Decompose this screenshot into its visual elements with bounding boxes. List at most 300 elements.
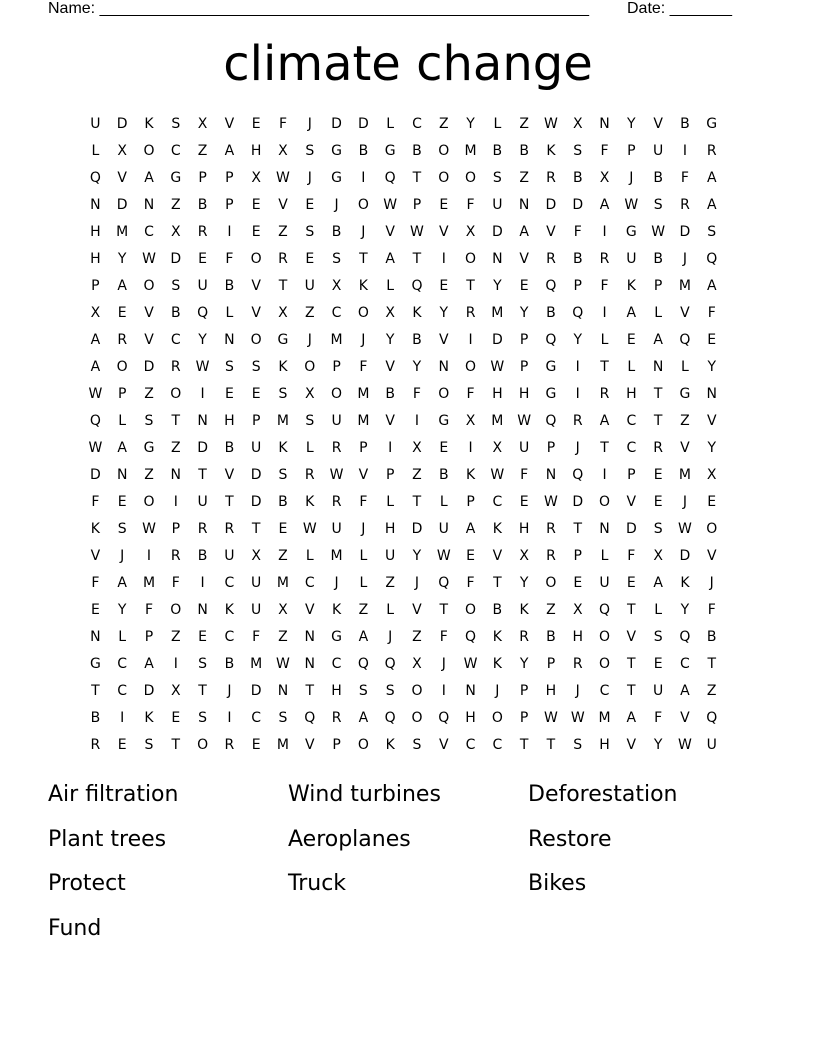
grid-letter: E: [251, 737, 261, 753]
grid-letter: B: [572, 251, 583, 267]
grid-letter: P: [332, 737, 341, 753]
grid-letter: N: [116, 467, 128, 483]
grid-letter: J: [361, 332, 366, 348]
word-bank-row: [48, 912, 768, 957]
grid-row: [82, 573, 725, 600]
grid-letter: X: [278, 143, 288, 159]
grid-letter: H: [492, 386, 503, 402]
grid-letter: X: [465, 413, 476, 429]
grid-letter: M: [142, 575, 156, 591]
grid-letter: W: [463, 656, 478, 672]
grid-letter: P: [519, 683, 529, 699]
word-bank-item: Deforestation: [528, 782, 678, 807]
grid-letter: X: [90, 305, 101, 321]
grid-letter: P: [359, 440, 368, 456]
grid-letter: E: [707, 332, 717, 348]
grid-letter: G: [331, 143, 342, 159]
grid-letter: B: [546, 629, 556, 645]
grid-letter: Q: [679, 332, 691, 348]
grid-letter: P: [91, 278, 100, 294]
grid-letter: D: [143, 359, 155, 375]
grid-letter: N: [304, 629, 316, 645]
grid-letter: X: [412, 656, 422, 672]
grid-row: [82, 654, 725, 681]
grid-letter: E: [653, 494, 663, 510]
grid-letter: F: [91, 494, 100, 510]
grid-letter: Z: [170, 440, 181, 456]
grid-letter: D: [572, 494, 584, 510]
grid-letter: N: [143, 197, 155, 213]
grid-letter: M: [464, 143, 477, 159]
grid-letter: G: [625, 224, 637, 240]
grid-letter: C: [626, 413, 637, 429]
grid-letter: E: [519, 494, 529, 510]
grid-letter: S: [385, 683, 395, 699]
grid-letter: N: [277, 683, 289, 699]
grid-letter: Y: [466, 116, 475, 132]
grid-letter: A: [224, 143, 235, 159]
grid-letter: P: [117, 386, 127, 402]
grid-letter: T: [627, 656, 636, 672]
grid-letter: Y: [707, 440, 716, 456]
grid-letter: C: [117, 683, 128, 699]
grid-letter: E: [466, 548, 475, 564]
grid-letter: F: [600, 143, 609, 159]
grid-letter: F: [359, 359, 368, 375]
grid-letter: P: [573, 278, 582, 294]
grid-letter: C: [144, 224, 154, 240]
grid-letter: H: [331, 683, 342, 699]
grid-letter: M: [678, 467, 691, 483]
grid-letter: G: [277, 332, 289, 348]
grid-letter: Y: [519, 575, 529, 591]
grid-letter: E: [707, 494, 717, 510]
grid-letter: V: [90, 548, 101, 564]
grid-letter: X: [170, 224, 181, 240]
grid-row: [82, 438, 725, 465]
grid-letter: R: [546, 170, 556, 186]
grid-letter: D: [250, 494, 262, 510]
grid-letter: I: [388, 440, 393, 456]
grid-letter: S: [492, 170, 502, 186]
grid-letter: K: [412, 305, 422, 321]
grid-letter: C: [170, 143, 181, 159]
grid-letter: W: [142, 251, 156, 267]
grid-letter: Q: [572, 467, 584, 483]
grid-letter: Z: [170, 629, 181, 645]
grid-letter: K: [305, 494, 315, 510]
grid-letter: L: [118, 629, 127, 645]
grid-letter: R: [680, 197, 690, 213]
grid-letter: C: [224, 575, 235, 591]
grid-letter: O: [411, 710, 423, 726]
grid-letter: W: [88, 440, 103, 456]
grid-letter: R: [572, 413, 583, 429]
grid-letter: R: [117, 332, 128, 348]
grid-letter: J: [441, 656, 446, 672]
grid-letter: R: [197, 224, 208, 240]
grid-letter: R: [331, 494, 342, 510]
grid-letter: J: [334, 575, 339, 591]
grid-letter: V: [706, 413, 717, 429]
grid-letter: R: [331, 440, 342, 456]
grid-letter: R: [465, 305, 476, 321]
grid-letter: R: [278, 251, 288, 267]
grid-letter: P: [627, 467, 636, 483]
grid-letter: Z: [144, 467, 154, 483]
grid-letter: B: [412, 143, 422, 159]
grid-letter: R: [546, 251, 556, 267]
grid-letter: P: [466, 494, 475, 510]
grid-letter: M: [276, 737, 290, 753]
grid-letter: R: [170, 548, 181, 564]
grid-letter: D: [116, 116, 128, 132]
word-bank-item: Restore: [528, 826, 612, 852]
grid-letter: I: [682, 143, 687, 159]
grid-letter: A: [599, 413, 610, 429]
grid-letter: U: [385, 548, 396, 564]
grid-letter: J: [682, 494, 687, 510]
grid-letter: A: [599, 197, 610, 213]
grid-letter: R: [224, 521, 235, 537]
grid-letter: E: [251, 197, 261, 213]
name-field-label: Name: _______________________________________________________: [48, 0, 589, 17]
grid-letter: Y: [680, 602, 690, 618]
grid-letter: K: [144, 710, 154, 726]
grid-letter: S: [305, 224, 315, 240]
grid-letter: C: [599, 683, 610, 699]
grid-letter: L: [386, 602, 395, 618]
grid-letter: N: [706, 386, 717, 402]
grid-letter: J: [682, 251, 687, 267]
grid-letter: T: [198, 467, 207, 483]
grid-letter: Q: [384, 656, 396, 672]
grid-letter: V: [385, 224, 395, 240]
grid-letter: J: [120, 548, 125, 564]
grid-letter: Q: [545, 278, 557, 294]
grid-letter: A: [90, 359, 101, 375]
grid-letter: S: [144, 737, 154, 753]
grid-letter: W: [517, 413, 532, 429]
grid-row: [82, 546, 725, 573]
word-bank-item: Air filtration: [48, 782, 179, 807]
grid-letter: F: [466, 197, 475, 213]
grid-letter: A: [653, 575, 663, 591]
grid-letter: T: [305, 683, 315, 699]
grid-letter: N: [465, 683, 476, 699]
grid-letter: O: [438, 143, 450, 159]
grid-letter: S: [573, 143, 583, 159]
grid-letter: H: [465, 710, 476, 726]
grid-letter: D: [679, 224, 691, 240]
grid-letter: V: [385, 359, 395, 375]
grid-letter: V: [546, 224, 556, 240]
grid-letter: S: [171, 278, 181, 294]
grid-letter: A: [626, 305, 637, 321]
grid-letter: L: [654, 602, 663, 618]
grid-letter: J: [495, 683, 500, 699]
grid-letter: V: [626, 494, 637, 510]
grid-letter: E: [117, 737, 127, 753]
grid-letter: V: [224, 467, 235, 483]
grid-letter: P: [653, 278, 663, 294]
grid-letter: Q: [438, 710, 450, 726]
grid-letter: J: [361, 224, 366, 240]
grid-letter: E: [439, 440, 449, 456]
grid-letter: Y: [439, 305, 449, 321]
grid-letter: J: [575, 440, 580, 456]
grid-letter: X: [251, 548, 261, 564]
grid-letter: D: [90, 467, 101, 483]
grid-letter: R: [197, 521, 208, 537]
word-bank-row: [48, 867, 768, 912]
grid-letter: K: [331, 602, 342, 618]
grid-letter: L: [386, 278, 395, 294]
grid-letter: X: [278, 305, 288, 321]
grid-letter: B: [412, 332, 422, 348]
grid-letter: X: [385, 305, 395, 321]
grid-letter: S: [707, 224, 717, 240]
grid-letter: W: [490, 467, 505, 483]
grid-letter: T: [653, 413, 663, 429]
grid-letter: P: [171, 521, 181, 537]
grid-letter: N: [224, 332, 235, 348]
grid-letter: M: [357, 413, 370, 429]
grid-letter: I: [468, 440, 473, 456]
grid-letter: B: [331, 224, 342, 240]
grid-letter: R: [546, 548, 556, 564]
grid-letter: I: [173, 494, 178, 510]
grid-letter: L: [225, 305, 234, 321]
grid-letter: O: [545, 575, 557, 591]
grid-letter: Y: [519, 656, 529, 672]
grid-letter: M: [250, 656, 263, 672]
grid-letter: N: [197, 602, 208, 618]
word-bank-item: Plant trees: [48, 826, 167, 852]
grid-letter: F: [654, 710, 663, 726]
grid-letter: T: [412, 251, 422, 267]
grid-letter: B: [438, 467, 449, 483]
grid-letter: F: [252, 629, 261, 645]
word-bank-item: Bikes: [528, 871, 587, 897]
grid-letter: Q: [599, 602, 611, 618]
grid-letter: L: [386, 494, 395, 510]
grid-letter: N: [170, 467, 182, 483]
grid-letter: V: [706, 548, 717, 564]
grid-letter: A: [117, 278, 127, 294]
grid-letter: S: [278, 710, 288, 726]
grid-letter: W: [544, 710, 558, 726]
grid-letter: F: [412, 386, 421, 402]
grid-letter: K: [385, 737, 395, 753]
grid-letter: Q: [706, 251, 718, 267]
grid-letter: E: [251, 224, 261, 240]
grid-letter: O: [170, 602, 182, 618]
grid-letter: I: [227, 224, 232, 240]
word-bank-item: Truck: [288, 871, 347, 897]
grid-letter: W: [544, 494, 558, 510]
grid-letter: W: [678, 521, 692, 537]
grid-letter: F: [278, 116, 287, 132]
grid-letter: N: [599, 116, 610, 132]
grid-letter: U: [197, 494, 208, 510]
grid-letter: X: [653, 548, 663, 564]
grid-letter: P: [627, 143, 636, 159]
grid-letter: Y: [707, 359, 716, 375]
grid-letter: Z: [278, 629, 288, 645]
grid-letter: X: [519, 548, 529, 564]
grid-letter: M: [330, 332, 343, 348]
grid-letter: B: [224, 440, 235, 456]
grid-letter: R: [224, 737, 235, 753]
grid-letter: Q: [438, 575, 450, 591]
grid-letter: F: [573, 224, 582, 240]
grid-letter: X: [331, 278, 342, 294]
grid-letter: Z: [304, 305, 315, 321]
grid-letter: P: [225, 170, 234, 186]
grid-letter: T: [278, 278, 288, 294]
grid-letter: O: [357, 737, 369, 753]
grid-letter: D: [197, 440, 208, 456]
grid-letter: J: [629, 170, 634, 186]
grid-letter: H: [599, 737, 610, 753]
grid-letter: N: [197, 413, 208, 429]
grid-letter: A: [680, 683, 690, 699]
grid-letter: A: [90, 332, 101, 348]
grid-letter: K: [465, 467, 476, 483]
grid-letter: A: [358, 629, 369, 645]
grid-letter: M: [276, 575, 290, 591]
grid-letter: M: [276, 413, 290, 429]
grid-letter: Q: [384, 170, 396, 186]
grid-letter: S: [224, 359, 234, 375]
grid-letter: B: [90, 710, 101, 726]
grid-letter: S: [144, 413, 154, 429]
grid-letter: K: [90, 521, 100, 537]
grid-letter: S: [653, 521, 663, 537]
grid-letter: D: [143, 683, 155, 699]
grid-letter: F: [171, 575, 180, 591]
grid-letter: X: [465, 224, 476, 240]
grid-letter: I: [361, 170, 366, 186]
grid-letter: T: [359, 251, 368, 267]
grid-row: [82, 735, 725, 762]
grid-letter: G: [545, 386, 557, 402]
grid-letter: E: [198, 629, 208, 645]
grid-row: [82, 519, 725, 546]
grid-letter: H: [545, 683, 557, 699]
grid-letter: U: [251, 575, 262, 591]
grid-letter: Z: [385, 575, 395, 591]
grid-letter: S: [653, 629, 663, 645]
grid-letter: R: [599, 386, 610, 402]
grid-letter: Q: [706, 710, 718, 726]
grid-letter: O: [250, 251, 262, 267]
grid-letter: O: [357, 305, 369, 321]
grid-letter: G: [331, 170, 342, 186]
grid-letter: Y: [117, 251, 127, 267]
grid-letter: U: [599, 575, 610, 591]
grid-letter: A: [358, 710, 369, 726]
grid-letter: N: [652, 359, 664, 375]
grid-letter: O: [465, 359, 477, 375]
grid-letter: P: [225, 197, 234, 213]
grid-letter: T: [198, 683, 207, 699]
grid-letter: K: [278, 440, 288, 456]
grid-letter: W: [570, 710, 585, 726]
grid-letter: Y: [493, 278, 502, 294]
grid-letter: A: [144, 170, 154, 186]
grid-letter: P: [546, 656, 556, 672]
grid-letter: Z: [438, 116, 449, 132]
grid-letter: O: [250, 332, 262, 348]
grid-letter: V: [519, 251, 529, 267]
grid-letter: I: [602, 305, 607, 321]
grid-letter: F: [707, 602, 716, 618]
grid-letter: L: [600, 548, 609, 564]
grid-letter: U: [251, 440, 262, 456]
grid-letter: B: [197, 548, 208, 564]
grid-letter: Z: [197, 143, 208, 159]
grid-letter: A: [117, 575, 127, 591]
grid-letter: A: [144, 656, 154, 672]
grid-letter: X: [492, 440, 503, 456]
grid-letter: Y: [198, 332, 207, 348]
grid-letter: U: [251, 602, 262, 618]
grid-letter: S: [305, 413, 315, 429]
grid-letter: T: [707, 656, 716, 672]
grid-letter: N: [438, 359, 449, 375]
grid-letter: K: [492, 656, 502, 672]
grid-letter: K: [626, 278, 636, 294]
grid-letter: Y: [627, 116, 636, 132]
grid-letter: D: [491, 332, 503, 348]
grid-row: [82, 249, 725, 276]
grid-letter: Z: [144, 386, 154, 402]
grid-letter: I: [120, 710, 125, 726]
grid-letter: H: [90, 224, 101, 240]
grid-letter: X: [251, 170, 261, 186]
grid-letter: T: [412, 494, 422, 510]
grid-row: [82, 195, 725, 222]
grid-letter: N: [304, 656, 316, 672]
grid-letter: H: [90, 251, 101, 267]
grid-letter: N: [90, 197, 101, 213]
grid-letter: X: [304, 386, 315, 402]
grid-letter: R: [90, 737, 101, 753]
grid-letter: Q: [465, 629, 477, 645]
grid-letter: D: [679, 548, 691, 564]
grid-letter: E: [653, 467, 663, 483]
grid-letter: D: [491, 224, 503, 240]
grid-letter: F: [680, 170, 689, 186]
grid-letter: C: [465, 737, 476, 753]
grid-letter: X: [599, 170, 610, 186]
grid-letter: I: [200, 386, 205, 402]
grid-letter: S: [117, 521, 127, 537]
worksheet-header: [48, 0, 748, 22]
grid-letter: U: [626, 251, 637, 267]
grid-letter: L: [681, 359, 689, 375]
grid-letter: O: [143, 143, 155, 159]
grid-letter: H: [518, 521, 530, 537]
grid-letter: K: [358, 278, 368, 294]
grid-letter: V: [438, 332, 449, 348]
word-bank-item: Fund: [48, 916, 102, 942]
grid-letter: L: [359, 575, 368, 591]
grid-letter: O: [438, 170, 450, 186]
grid-letter: I: [602, 224, 607, 240]
